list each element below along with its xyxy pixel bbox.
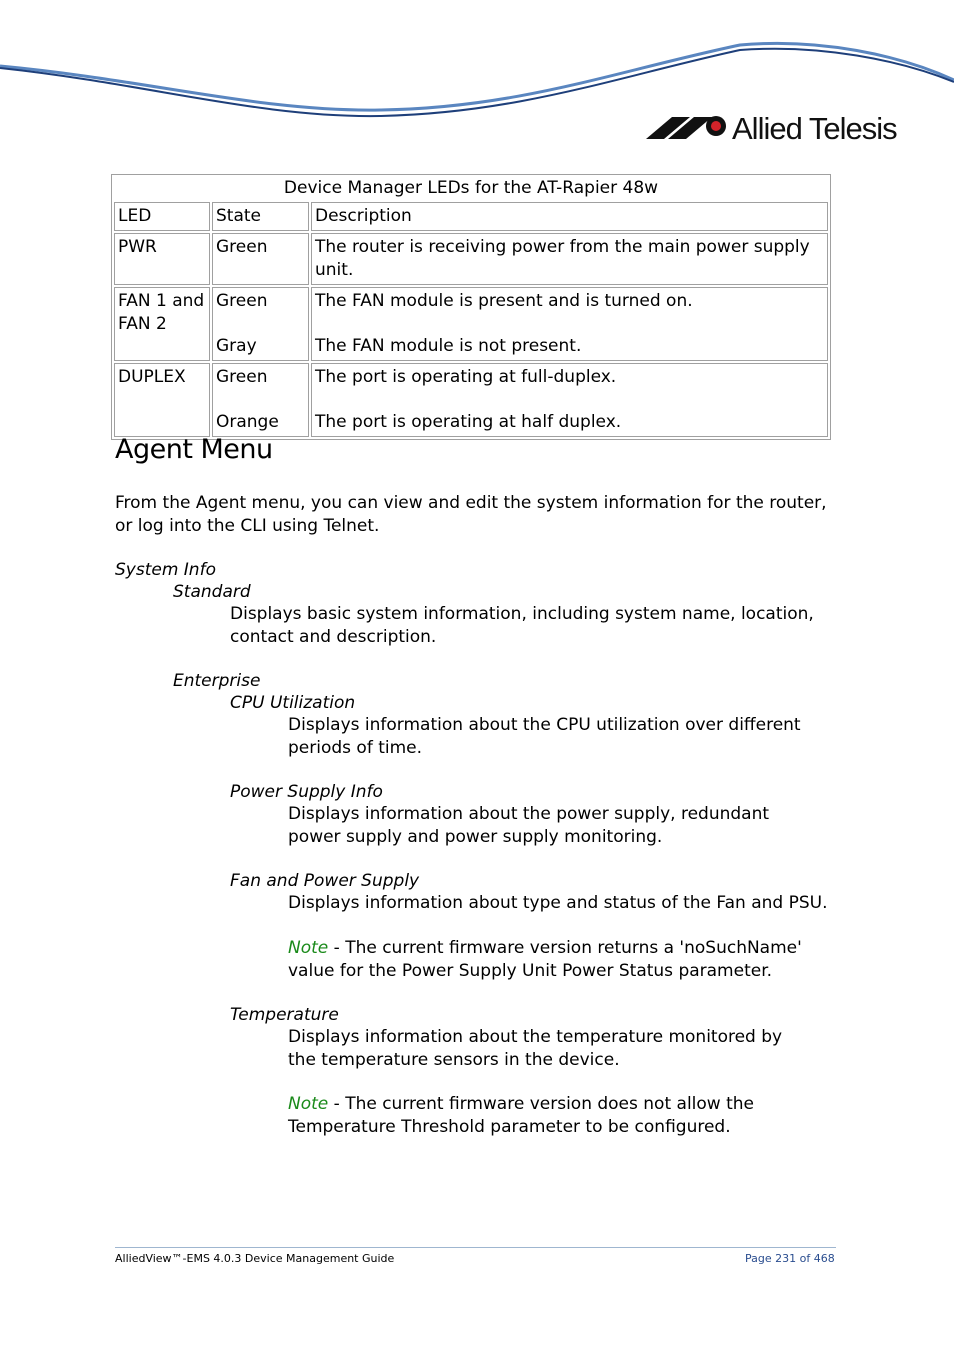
fan-heading: Fan and Power Supply [230,871,420,891]
led-cell: DUPLEX [114,363,210,437]
column-header: State [212,202,309,231]
table-header-row [114,202,828,231]
column-header: Description [311,202,828,231]
brand-name: Allied Telesis [732,111,897,146]
enterprise-heading: Enterprise [173,671,261,691]
state-value: Orange [216,412,279,432]
description-value: The FAN module is present and is turned on. [315,291,693,311]
description-value: The port is operating at full-duplex. [315,367,617,387]
section-title: Agent Menu [115,434,273,465]
fan-description: Displays information about type and status of the Fan and PSU. [288,893,828,913]
description-cell: The router is receiving power from the main power supply unit. [311,233,828,285]
state-cell [212,363,309,437]
intro-paragraph: From the Agent menu, you can view and edit the system information for the router, or log into the CLI using Telnet. [115,493,827,536]
header-swoosh [0,0,954,150]
footer-title: AlliedView™-EMS 4.0.3 Device Management Guide [115,1252,395,1265]
led-table [111,174,831,440]
note-text: - The current firmware version returns a 'noSuchName' value for the Power Supply Unit Power Status parameter. [288,938,802,981]
note-label: Note [288,1094,329,1114]
state-value: Green [216,367,268,387]
table-row [114,233,828,285]
system-info-heading: System Info [115,560,216,580]
led-cell: FAN 1 and FAN 2 [114,287,210,361]
power-description: Displays information about the power supply, redundant power supply and power supply monitoring. [288,804,770,847]
state-cell: Green [212,233,309,285]
footer-divider [115,1247,836,1248]
state-cell [212,287,309,361]
description-cell [311,287,828,361]
temperature-note [288,1093,840,1138]
column-header: LED [114,202,210,231]
led-cell: PWR [114,233,210,285]
description-value: The FAN module is not present. [315,336,582,356]
temperature-heading: Temperature [230,1005,339,1025]
allied-telesis-logo [646,111,897,146]
state-value: Gray [216,336,257,356]
cpu-description: Displays information about the CPU utilization over different periods of time. [288,715,801,758]
cpu-heading: CPU Utilization [230,693,356,713]
note-label: Note [288,938,329,958]
power-heading: Power Supply Info [230,782,383,802]
temperature-description: Displays information about the temperature monitored by the temperature sensors in the device. [288,1027,783,1070]
description-value: The port is operating at half duplex. [315,412,622,432]
page-number: Page 231 of 468 [745,1252,835,1265]
table-row [114,287,828,361]
table-caption: Device Manager LEDs for the AT-Rapier 48w [283,178,659,198]
standard-description: Displays basic system information, including system name, location, contact and description. [230,604,814,647]
state-value: Green [216,291,268,311]
fan-note [288,937,823,982]
description-cell [311,363,828,437]
table-row [114,363,828,437]
standard-heading: Standard [173,582,251,602]
note-text: - The current firmware version does not allow the Temperature Threshold parameter to be configured. [288,1094,754,1137]
